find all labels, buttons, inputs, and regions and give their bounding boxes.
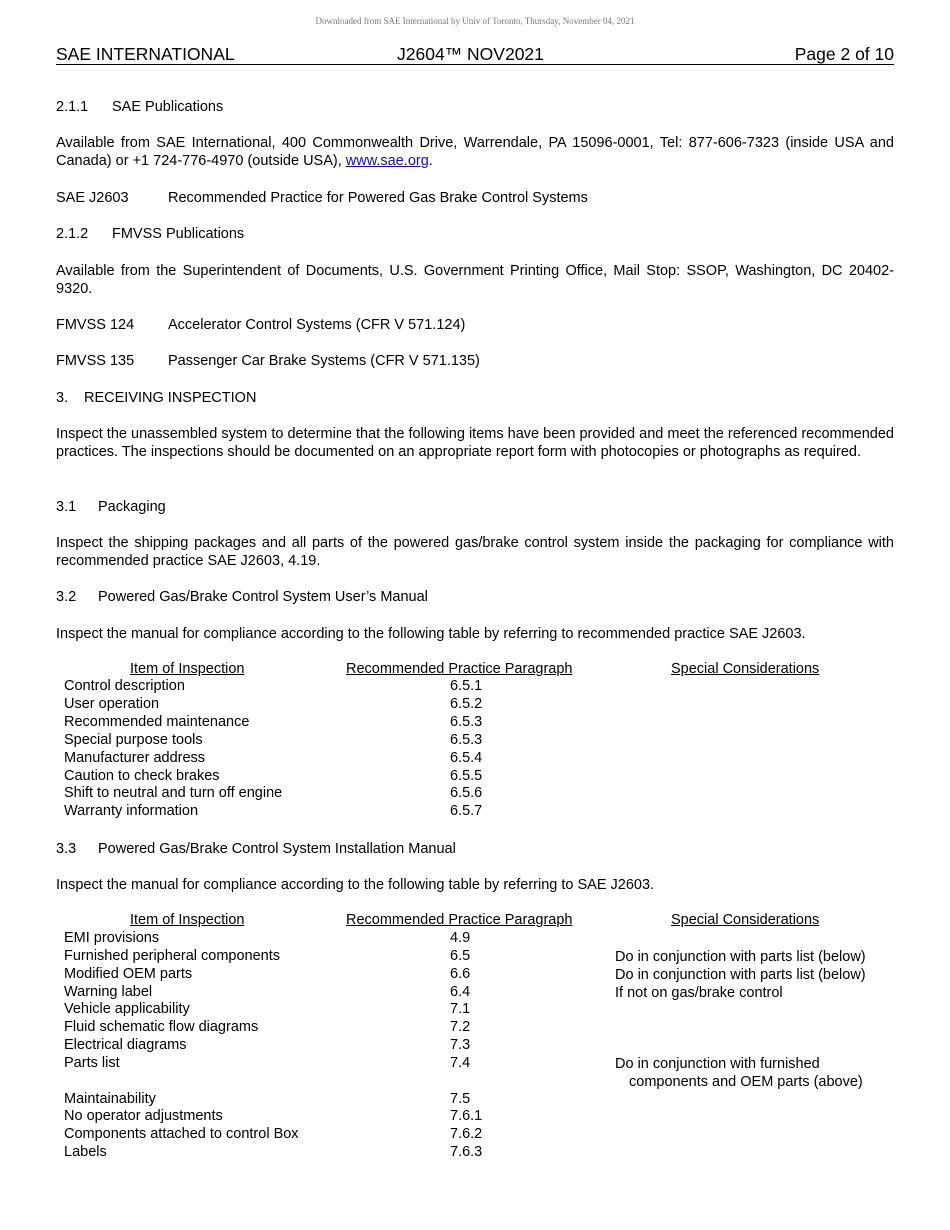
fmvss-availability-paragraph: Available from the Superintendent of Documents, U.S. Government Printing Office, Mail Stop: SSOP, Washington, DC 20402-9320. xyxy=(56,263,894,297)
section-title: Powered Gas/Brake Control System User’s Manual xyxy=(98,589,428,605)
column-header-paragraph: Recommended Practice Paragraph xyxy=(346,912,573,928)
item-cell: Warning label xyxy=(64,984,153,1000)
item-cell: Vehicle applicability xyxy=(64,1001,190,1017)
column-header-special: Special Considerations xyxy=(671,661,820,677)
section-number: 2.1.2 xyxy=(56,226,89,242)
item-cell: Shift to neutral and turn off engine xyxy=(64,785,283,801)
column-header-paragraph: Recommended Practice Paragraph xyxy=(346,661,573,677)
header-doc-id: J2604™ NOV2021 xyxy=(397,44,544,64)
paragraph-cell: 6.5.6 xyxy=(450,785,483,801)
section-3-body: Inspect the unassembled system to determine that the following items have been provided and meet the referenced recommended practices. The inspections should be documented on an appropriate report form with photocopies or photographs as required. xyxy=(56,426,894,460)
column-header-item: Item of Inspection xyxy=(130,661,245,677)
section-heading-3-2 xyxy=(56,588,894,606)
item-cell: Fluid schematic flow diagrams xyxy=(64,1019,259,1035)
item-cell: Recommended maintenance xyxy=(64,714,250,730)
paragraph-cell: 7.6.2 xyxy=(450,1126,483,1142)
table-row xyxy=(64,930,894,948)
special-cell: Do in conjunction with parts list (below) xyxy=(615,967,866,983)
table-row xyxy=(64,1055,894,1091)
paragraph-cell: 6.4 xyxy=(450,984,471,1000)
table-row xyxy=(64,732,894,750)
reference-code: FMVSS 135 xyxy=(56,353,135,369)
item-cell: Parts list xyxy=(64,1055,120,1071)
reference-code: FMVSS 124 xyxy=(56,317,135,333)
special-line-2: components and OEM parts (above) xyxy=(629,1074,863,1090)
table-row xyxy=(64,750,894,768)
special-cell: Do in conjunction with parts list (below) xyxy=(615,949,866,965)
item-cell: EMI provisions xyxy=(64,930,160,946)
reference-sae-j2603 xyxy=(56,189,894,207)
section-3-3-body: Inspect the manual for compliance according to the following table by referring to SAE J2603. xyxy=(56,877,655,893)
item-cell: Manufacturer address xyxy=(64,750,206,766)
section-3-1-body: Inspect the shipping packages and all parts of the powered gas/brake control system inside the packaging for compliance with recommended practice SAE J2603, 4.19. xyxy=(56,535,894,569)
section-title: RECEIVING INSPECTION xyxy=(84,390,257,406)
page-header xyxy=(56,44,894,65)
reference-title: Passenger Car Brake Systems (CFR V 571.135) xyxy=(168,353,480,369)
header-org: SAE INTERNATIONAL xyxy=(56,44,235,64)
paragraph-cell: 6.5.2 xyxy=(450,696,483,712)
section-number: 3.2 xyxy=(56,589,77,605)
table-row xyxy=(64,1108,894,1126)
section-heading-3 xyxy=(56,389,894,407)
item-cell: Modified OEM parts xyxy=(64,966,193,982)
table-row xyxy=(64,1091,894,1109)
reference-title: Recommended Practice for Powered Gas Brake Control Systems xyxy=(168,190,588,206)
item-cell: Labels xyxy=(64,1144,107,1160)
paragraph-cell: 7.1 xyxy=(450,1001,471,1017)
download-notice: Downloaded from SAE International by Univ of Toronto, Thursday, November 04, 2021 xyxy=(315,16,635,26)
section-heading-2-1-2 xyxy=(56,225,894,243)
item-cell: Special purpose tools xyxy=(64,732,203,748)
section-number: 3.1 xyxy=(56,499,77,515)
column-header-special: Special Considerations xyxy=(671,912,820,928)
paragraph-cell: 7.3 xyxy=(450,1037,471,1053)
section-heading-2-1-1 xyxy=(56,98,894,116)
special-cell: If not on gas/brake control xyxy=(615,985,783,1001)
paragraph-cell: 6.5.5 xyxy=(450,768,483,784)
reference-fmvss-124 xyxy=(56,316,894,334)
paragraph-cell: 6.5.1 xyxy=(450,678,483,694)
item-cell: User operation xyxy=(64,696,160,712)
item-cell: Maintainability xyxy=(64,1091,156,1107)
table-row xyxy=(64,948,894,966)
table-row xyxy=(64,984,894,1002)
section-title: Packaging xyxy=(98,499,166,515)
paragraph-cell: 6.5.4 xyxy=(450,750,483,766)
table-row xyxy=(64,1037,894,1055)
item-cell: Electrical diagrams xyxy=(64,1037,187,1053)
table-row xyxy=(64,714,894,732)
section-title: FMVSS Publications xyxy=(112,226,245,242)
section-heading-3-1 xyxy=(56,498,894,516)
section-title: SAE Publications xyxy=(112,99,224,115)
section-3-2-body: Inspect the manual for compliance according to the following table by referring to recommended practice SAE J2603. xyxy=(56,626,806,642)
table-row xyxy=(64,803,894,821)
period: . xyxy=(428,153,433,169)
item-cell: Control description xyxy=(64,678,185,694)
paragraph-cell: 4.9 xyxy=(450,930,471,946)
table-row xyxy=(64,1001,894,1019)
section-heading-3-3 xyxy=(56,840,894,858)
paragraph-cell: 7.4 xyxy=(450,1055,471,1071)
item-cell: Warranty information xyxy=(64,803,199,819)
paragraph-cell: 6.5.3 xyxy=(450,732,483,748)
table-row xyxy=(64,1144,894,1162)
paragraph-cell: 7.2 xyxy=(450,1019,471,1035)
special-line-1: Do in conjunction with furnished xyxy=(615,1056,820,1072)
item-cell: No operator adjustments xyxy=(64,1108,223,1124)
sae-availability-paragraph xyxy=(56,134,894,170)
special-cell xyxy=(615,1055,863,1091)
item-cell: Furnished peripheral components xyxy=(64,948,281,964)
reference-code: SAE J2603 xyxy=(56,190,129,206)
paragraph-cell: 7.6.3 xyxy=(450,1144,483,1160)
reference-fmvss-135 xyxy=(56,352,894,370)
section-title: Powered Gas/Brake Control System Installation Manual xyxy=(98,841,456,857)
section-number: 2.1.1 xyxy=(56,99,89,115)
availability-text: Available from SAE International, 400 Commonwealth Drive, Warrendale, PA 15096-0001, Tel: 877-606-7323 (inside USA and Canada) or +1 724-776-4970 (outside USA), xyxy=(56,135,894,169)
section-number: 3. xyxy=(56,390,69,406)
paragraph-cell: 7.6.1 xyxy=(450,1108,483,1124)
item-cell: Caution to check brakes xyxy=(64,768,220,784)
paragraph-cell: 6.5.7 xyxy=(450,803,483,819)
column-header-item: Item of Inspection xyxy=(130,912,245,928)
paragraph-cell: 6.5 xyxy=(450,948,471,964)
table-row xyxy=(64,696,894,714)
table-row xyxy=(64,966,894,984)
table-row xyxy=(64,785,894,803)
table-row xyxy=(64,1019,894,1037)
sae-website-link[interactable]: www.sae.org xyxy=(345,153,429,169)
table-row xyxy=(64,768,894,786)
paragraph-cell: 6.5.3 xyxy=(450,714,483,730)
paragraph-cell: 6.6 xyxy=(450,966,471,982)
item-cell: Components attached to control Box xyxy=(64,1126,299,1142)
section-number: 3.3 xyxy=(56,841,77,857)
reference-title: Accelerator Control Systems (CFR V 571.124) xyxy=(168,317,466,333)
table-row xyxy=(64,678,894,696)
header-page-number: Page 2 of 10 xyxy=(794,44,894,64)
table-row xyxy=(64,1126,894,1144)
paragraph-cell: 7.5 xyxy=(450,1091,471,1107)
